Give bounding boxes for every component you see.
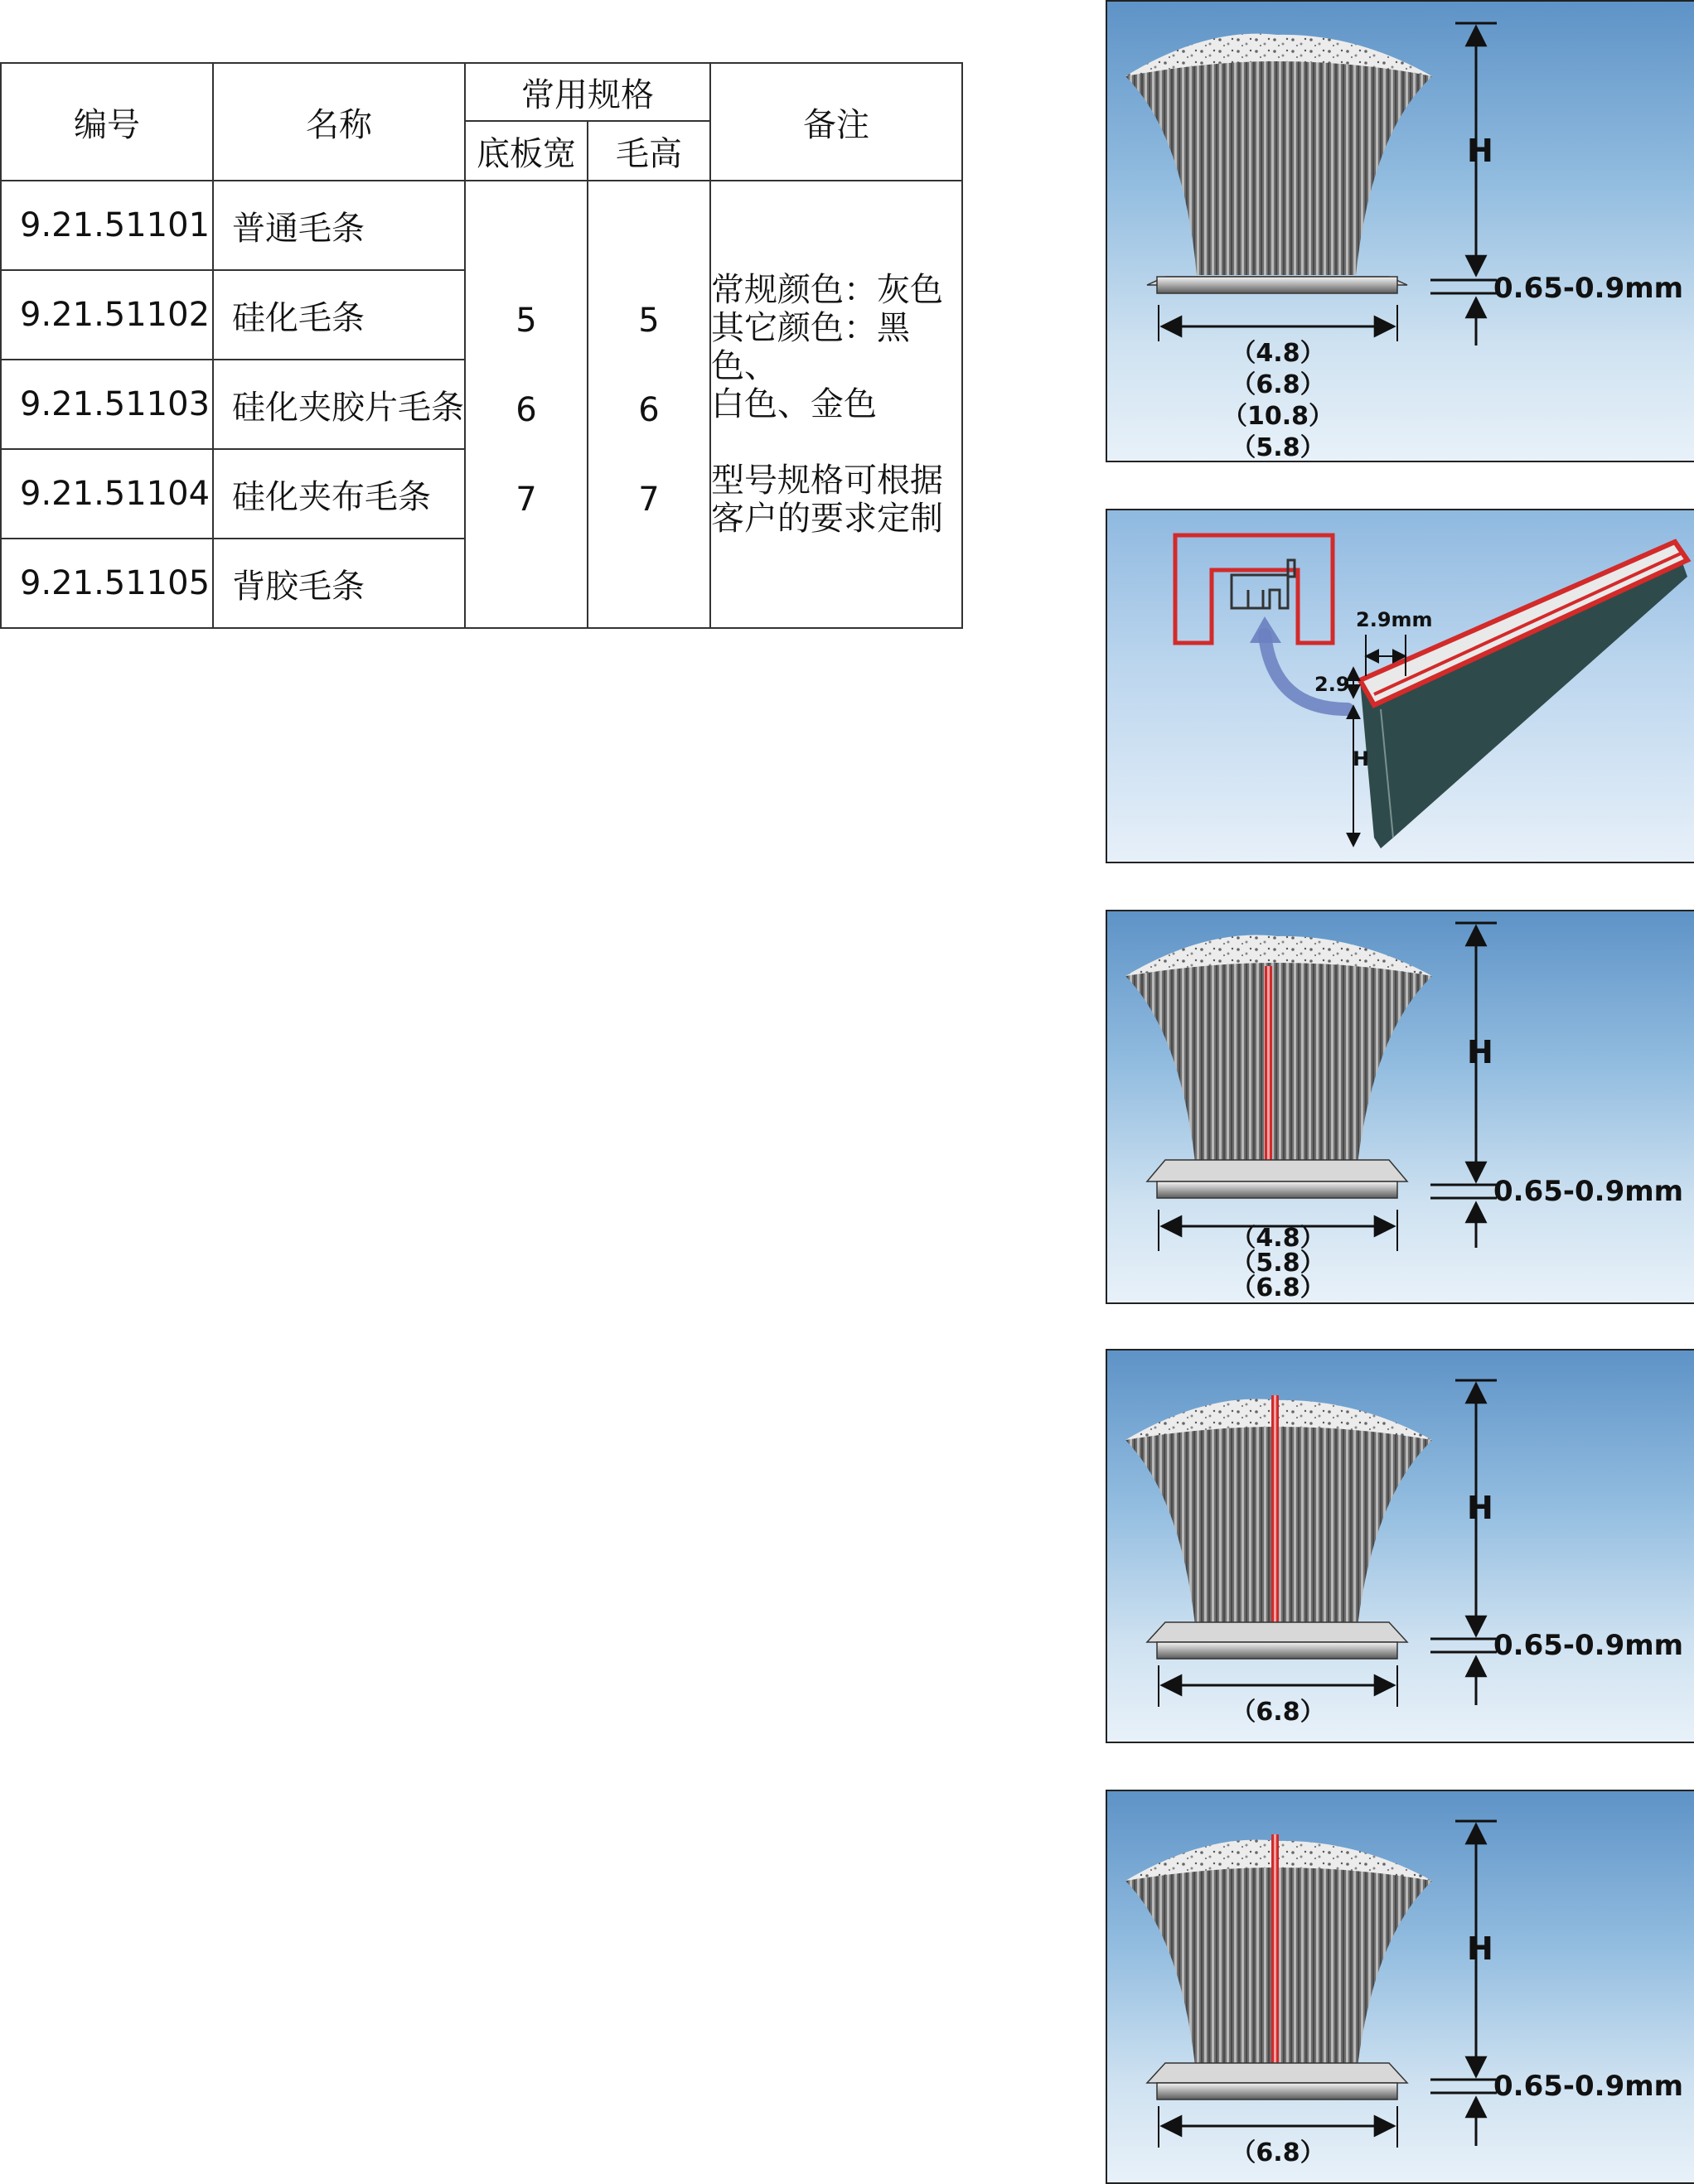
base-width-option: （6.8） [1231,1698,1325,1727]
hair-height-cell [588,181,710,628]
base-width-option: （4.8） [1231,1224,1325,1253]
remarks-line: 型号规格可根据 [711,461,943,500]
diagram-panel-strip-with-fin-adhesive [1106,1790,1694,2184]
base-width-value: 5 [515,302,537,340]
base-width-labels [1195,1697,1361,1728]
height-label: H [1467,1930,1493,1967]
width-label: 2.9mm [1356,608,1433,631]
row-code: 9.21.51102 [1,270,213,360]
hair-height-value: 5 [638,302,660,340]
base-width-option: （10.8） [1222,402,1334,431]
header-hair-height: 毛高 [588,121,710,181]
thickness-label: 0.65-0.9mm [1493,2070,1684,2103]
height-label: H [1467,133,1493,169]
strip-diagram [1107,1791,1694,2182]
row-name: 背胶毛条 [213,539,465,628]
header-remarks: 备注 [710,63,962,181]
header-code: 编号 [1,63,213,181]
height-label: H [1467,1490,1493,1526]
row-name: 普通毛条 [213,181,465,270]
row-name: 硅化夹胶片毛条 [213,360,465,449]
depth-label: 2.9 [1314,673,1350,696]
remarks-line: 白色、金色 [711,385,877,423]
row-code: 9.21.51104 [1,449,213,539]
remarks-line: 其它颜色：黑色、 [711,309,910,385]
remarks-cell [710,181,962,628]
height-label: H [1353,747,1370,771]
spec-table [0,62,963,629]
thickness-label: 0.65-0.9mm [1493,1629,1684,1662]
diagram-panel-strip-with-fin [1106,1349,1694,1743]
thickness-label: 0.65-0.9mm [1493,272,1684,305]
row-name: 硅化夹布毛条 [213,449,465,539]
strip-diagram [1107,1351,1694,1742]
base-width-labels [1195,1226,1361,1301]
base-width-cell [465,181,588,628]
base-width-labels [1195,338,1361,462]
hair-height-value: 6 [638,391,660,429]
base-width-option: （4.8） [1231,339,1325,368]
height-label: H [1467,1034,1493,1070]
base-width-option: （5.8） [1231,433,1325,462]
base-width-option: （6.8） [1231,370,1325,399]
header-name: 名称 [213,63,465,181]
row-code: 9.21.51103 [1,360,213,449]
base-width-labels [1195,2138,1361,2169]
base-width-value: 7 [515,481,537,519]
strip-perspective-diagram [1107,510,1694,862]
base-width-option: （6.8） [1231,2138,1325,2167]
thickness-label: 0.65-0.9mm [1493,1175,1684,1208]
row-name: 硅化毛条 [213,270,465,360]
row-code: 9.21.51101 [1,181,213,270]
base-width-option: （6.8） [1231,1273,1325,1302]
remarks-line: 客户的要求定制 [711,500,943,538]
header-spec-group: 常用规格 [465,63,710,121]
row-code: 9.21.51105 [1,539,213,628]
diagram-panel-plain-strip [1106,0,1694,462]
diagram-panel-strip-perspective [1106,509,1694,863]
base-width-value: 6 [515,391,537,429]
diagram-panel-strip-with-insert [1106,910,1694,1304]
base-width-option: （5.8） [1231,1249,1325,1278]
remarks-line: 常规颜色：灰色 [711,271,943,309]
hair-height-value: 7 [638,481,660,519]
header-base-width: 底板宽 [465,121,588,181]
